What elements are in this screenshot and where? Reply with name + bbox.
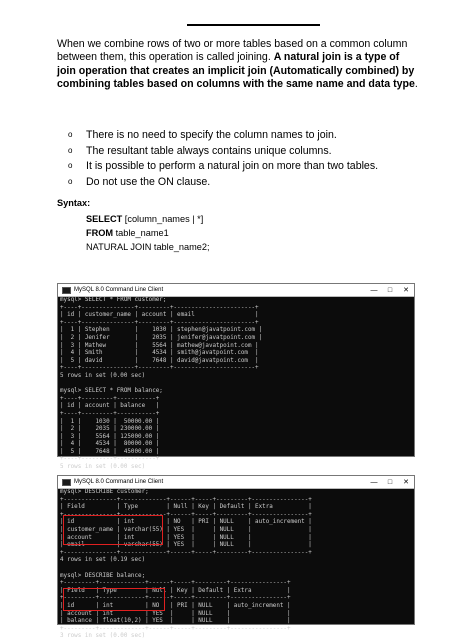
window-titlebar xyxy=(58,284,414,297)
window-title: MySQL 8.0 Command Line Client xyxy=(74,287,164,293)
bullet-icon: o xyxy=(68,161,73,171)
bullet-icon: o xyxy=(68,176,73,186)
from-keyword: FROM xyxy=(86,228,114,238)
bullet-item xyxy=(68,128,378,142)
window-titlebar xyxy=(58,476,414,489)
select-keyword: SELECT xyxy=(86,214,123,224)
bullet-icon: o xyxy=(68,145,73,155)
close-icon[interactable]: ✕ xyxy=(403,287,409,294)
minimize-icon[interactable]: — xyxy=(370,478,378,486)
close-icon[interactable]: ✕ xyxy=(403,479,409,486)
bullet-text: There is no need to specify the column names to join. xyxy=(86,129,337,141)
syntax-heading: Syntax: xyxy=(57,198,91,208)
window-title: MySQL 8.0 Command Line Client xyxy=(74,479,164,485)
bullet-item xyxy=(68,175,378,189)
intro-end: . xyxy=(414,78,418,91)
top-divider xyxy=(187,24,320,26)
console-output: mysql> DESCRIBE customer; +---------------+-------------+------+-----+---------+----------------+ | Field | Type | Null | Key | Default | Extra | +---------------+-------------+------+-----+---------+----------------+ | id | int | NO | PRI | NULL | auto_increment | | customer_name | varchar(55) | YES | | NULL | | | account | int | YES | | NULL | | | email | varchar(55) | YES | | NULL | | +---------------+-------------+------+-----+---------+----------------+ 4 rows in set (0.19 sec) mysql> DESCRIBE balance; +---------+-------------+------+-----+---------+----------------+ | Field | Type | Null | Key | Default | Extra | +---------+-------------+------+-----+---------+----------------+ | id | int | NO | PRI | NULL | auto_increment | | account | int | YES | | NULL | | | balance | float(10,2) | YES | | NULL | | +---------+-------------+------+-----+---------+----------------+ 3 rows in set (0.00 sec) xyxy=(60,489,312,640)
highlight-box xyxy=(63,515,163,545)
bullet-icon: o xyxy=(68,130,73,139)
feature-bullet-list xyxy=(68,128,378,190)
syntax-block xyxy=(86,212,210,254)
intro-paragraph xyxy=(57,38,419,92)
terminal-icon xyxy=(62,287,71,294)
syntax-from-line xyxy=(86,226,210,240)
bullet-text: It is possible to perform a natural join on more than two tables. xyxy=(86,160,379,173)
mysql-console-window-2 xyxy=(57,475,415,640)
maximize-icon[interactable]: □ xyxy=(387,478,393,486)
syntax-natural-join-line: NATURAL JOIN table_name2; xyxy=(86,242,210,252)
bullet-item xyxy=(68,159,378,173)
intro-bold-definition: A natural join is a type of join operation that creates an implicit join (Automatically combined) by combining tables based on columns with the same name and data type xyxy=(57,51,415,91)
mysql-console-window-1 xyxy=(57,283,415,471)
bullet-item xyxy=(68,144,378,158)
console-output: mysql> SELECT * FROM customer; +----+---------------+---------+-----------------------+ | id | customer_name | account | email | +----+---------------+---------+-----------------------+ | 1 | Stephen | 1030 | stephen@javatpoint.com | | 2 | Jenifer | 2035 | jenifer@javatpoint.com | | 3 | Mathew | 5564 | mathew@javatpoint.com | | 4 | Smith | 4534 | smith@javatpoint.com | | 5 | david | 7648 | david@javatpoint.com | +----+---------------+---------+-----------------------+ 5 rows in set (0.00 sec) mysql> SELECT * FROM balance; +----+---------+-----------+ | id | account | balance | +----+---------+-----------+ | 1 | 1030 | 50000.00 | | 2 | 2035 | 230000.00 | | 3 | 5564 | 125000.00 | | 4 | 4534 | 80000.00 | | 5 | 7648 | 45000.00 | +----+---------+-----------+ 5 rows in set (0.00 sec) xyxy=(60,297,263,471)
highlight-box xyxy=(63,588,165,611)
maximize-icon[interactable]: □ xyxy=(387,286,393,294)
bullet-text: Do not use the ON clause. xyxy=(86,175,211,188)
intro-plain-text: When we combine rows of two or more tables based on a common column between them, this operation is called joining. xyxy=(57,38,408,64)
bullet-text: The resultant table always contains unique columns. xyxy=(86,144,332,157)
minimize-icon[interactable]: — xyxy=(370,286,378,294)
select-args: [column_names | *] xyxy=(122,214,204,224)
terminal-icon xyxy=(62,479,71,486)
from-args: table_name1 xyxy=(113,228,169,238)
syntax-select-line xyxy=(86,212,210,226)
